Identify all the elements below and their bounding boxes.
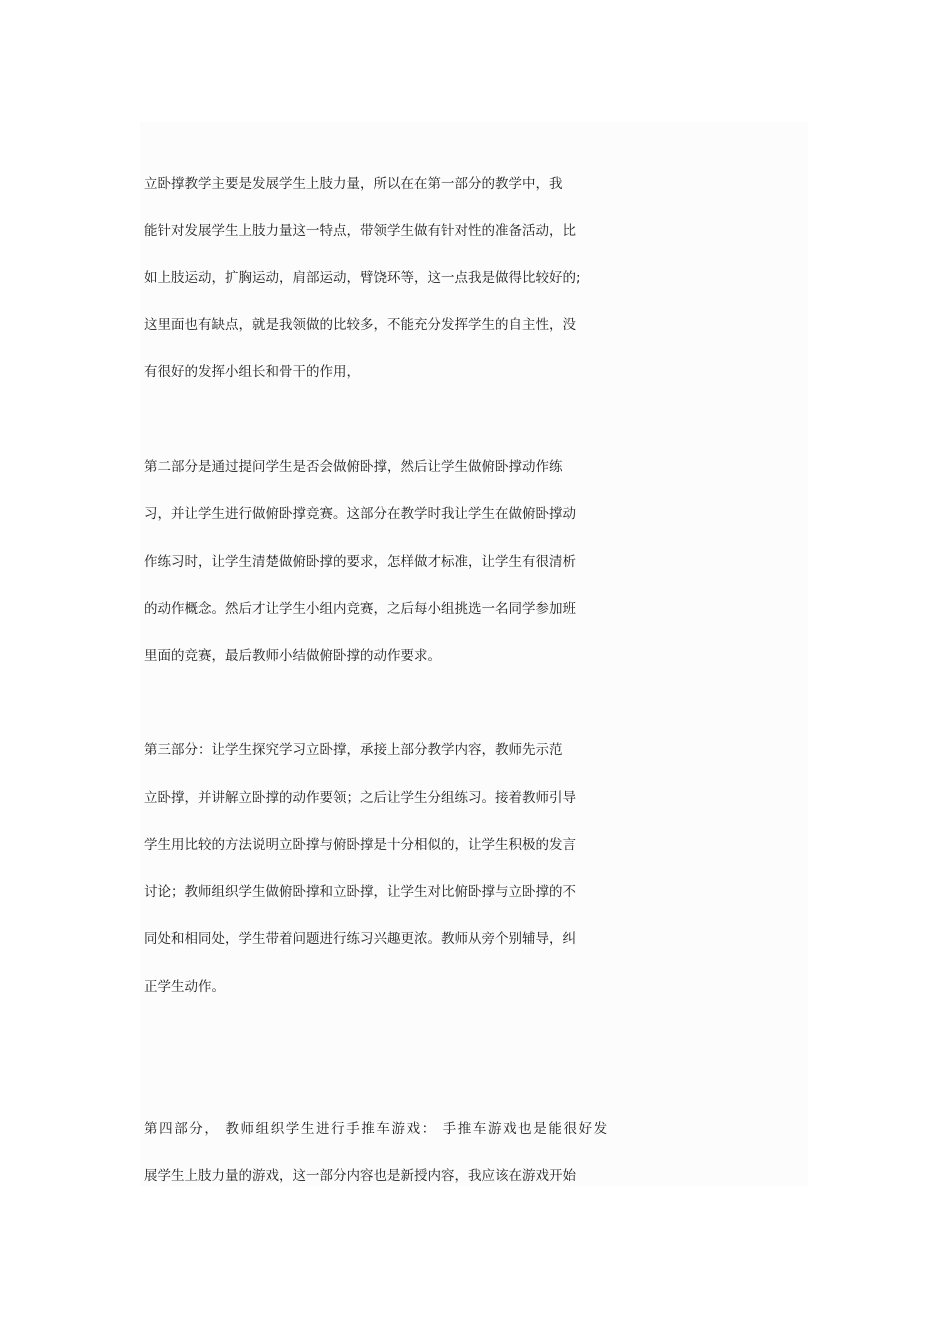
paragraph-1-line-4: 这里面也有缺点，就是我领做的比较多，不能充分发挥学生的自主性，没: [144, 317, 576, 333]
paragraph-2-line-4: 的动作概念。然后才让学生小组内竞赛，之后每小组挑选一名同学参加班: [144, 601, 576, 617]
paragraph-3-line-1: 第三部分：让学生探究学习立卧撑，承接上部分教学内容，教师先示范: [144, 742, 563, 758]
paragraph-3-line-4: 讨论；教师组织学生做俯卧撑和立卧撑，让学生对比俯卧撑与立卧撑的不: [144, 884, 576, 900]
paragraph-4-line-2: 展学生上肢力量的游戏，这一部分内容也是新授内容，我应该在游戏开始: [144, 1168, 576, 1184]
paragraph-1-line-5: 有很好的发挥小组长和骨干的作用，: [144, 364, 360, 380]
paragraph-2-line-5: 里面的竞赛，最后教师小结做俯卧撑的动作要求。: [144, 648, 441, 664]
paragraph-3-line-3: 学生用比较的方法说明立卧撑与俯卧撑是十分相似的，让学生积极的发言: [144, 837, 576, 853]
paragraph-2-line-1: 第二部分是通过提问学生是否会做俯卧撑，然后让学生做俯卧撑动作练: [144, 459, 563, 475]
paragraph-1-line-2: 能针对发展学生上肢力量这一特点，带领学生做有针对性的准备活动，比: [144, 223, 576, 239]
paragraph-3-line-2: 立卧撑，并讲解立卧撑的动作要领；之后让学生分组练习。接着教师引导: [144, 790, 576, 806]
paragraph-2-line-3: 作练习时，让学生清楚做俯卧撑的要求，怎样做才标准，让学生有很清析: [144, 554, 576, 570]
paragraph-4-line-1: 第四部分， 教师组织学生进行手推车游戏： 手推车游戏也是能很好发: [144, 1121, 609, 1137]
paragraph-3-line-6: 正学生动作。: [144, 979, 225, 995]
paragraph-2-line-2: 习，并让学生进行做俯卧撑竞赛。这部分在教学时我让学生在做俯卧撑动: [144, 506, 576, 522]
paragraph-1-line-1: 立卧撑教学主要是发展学生上肢力量，所以在在第一部分的教学中，我: [144, 176, 563, 192]
paragraph-1-line-3: 如上肢运动，扩胸运动，肩部运动，臂饶环等，这一点我是做得比较好的;: [144, 270, 581, 286]
paragraph-3-line-5: 同处和相同处，学生带着问题进行练习兴趣更浓。教师从旁个别辅导，纠: [144, 931, 576, 947]
